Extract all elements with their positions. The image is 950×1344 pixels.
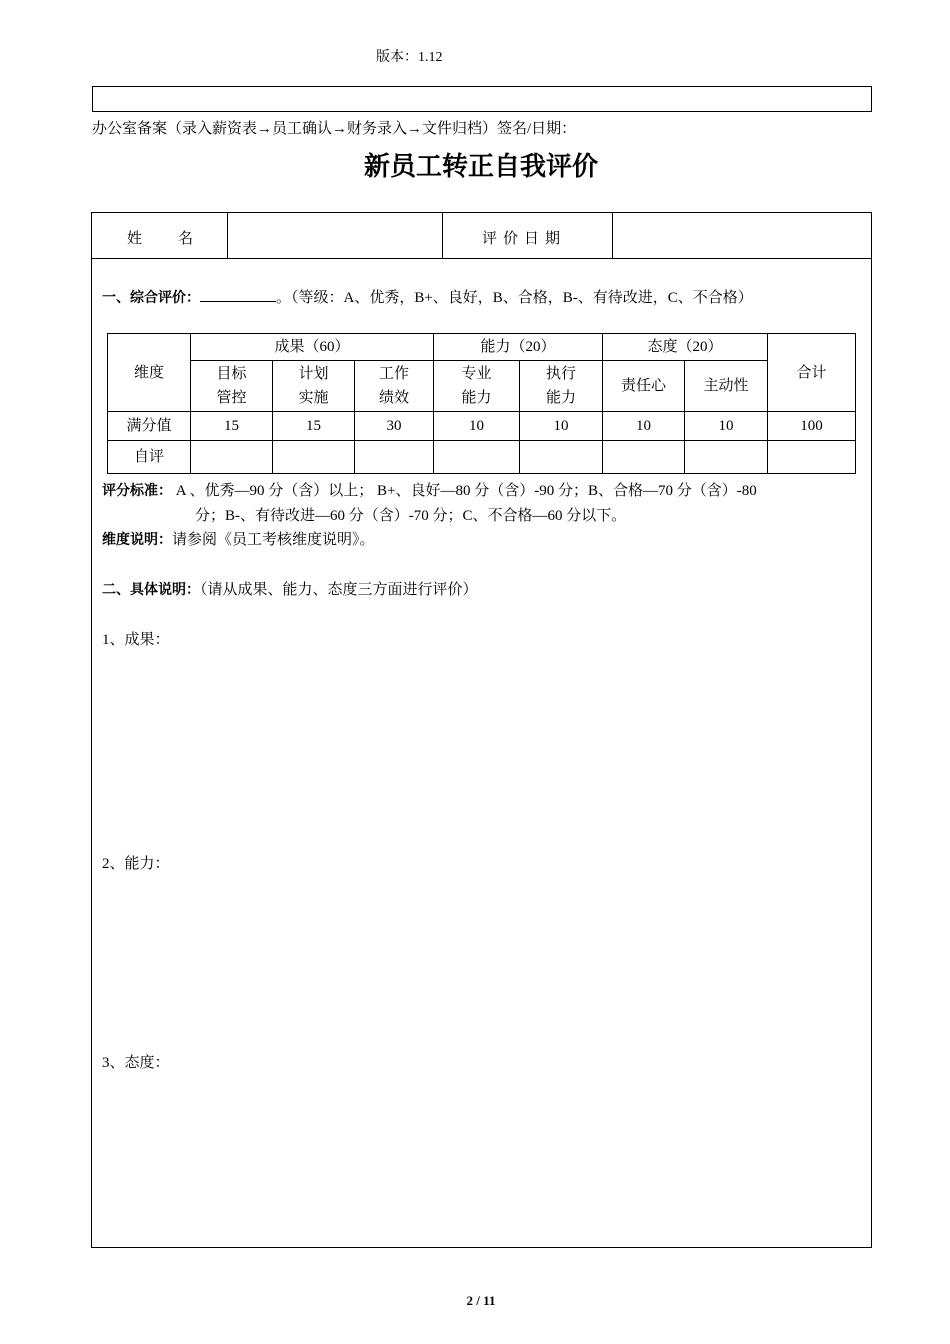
self-score-input[interactable] — [191, 441, 273, 474]
full-score-cell: 10 — [685, 412, 768, 441]
results-text-area[interactable] — [100, 652, 860, 842]
sub-header-execution — [520, 361, 603, 412]
attitude-text-area[interactable] — [100, 1075, 860, 1240]
specific-description — [102, 578, 478, 599]
sub-header-text: 执行 — [545, 366, 576, 382]
criteria-label: 评分标准： — [102, 483, 172, 499]
dimension-header: 维度 — [108, 334, 191, 412]
page-title: 新员工转正自我评价 — [363, 152, 598, 182]
eval-date-label: 评价日期 — [482, 231, 567, 247]
full-score-cell: 30 — [355, 412, 434, 441]
version-label: 版本：1.12 — [376, 50, 443, 65]
self-score-label: 自评 — [108, 441, 191, 474]
sub-header-text: 绩效 — [378, 390, 409, 406]
office-record-box[interactable] — [92, 86, 872, 112]
section2-instruction: （请从成果、能力、态度三方面进行评价） — [200, 582, 478, 598]
sub-header-professional — [434, 361, 520, 412]
sub-header-text: 计划 — [298, 366, 329, 382]
grade-legend: 。（等级：A、优秀，B+、良好，B、合格，B-、有待改进，C、不合格） — [276, 290, 753, 306]
score-table — [107, 333, 856, 474]
ability-item-label: 2、能力： — [102, 856, 170, 872]
overall-grade-blank[interactable] — [200, 287, 276, 302]
sub-header-text: 工作 — [378, 366, 409, 382]
attitude-item-label: 3、态度： — [102, 1055, 170, 1071]
overall-evaluation — [102, 286, 753, 307]
full-score-cell: 15 — [191, 412, 273, 441]
full-score-total: 100 — [768, 412, 856, 441]
dimension-note — [102, 528, 375, 549]
criteria-line: A 、优秀—90 分（含）以上； B+、良好—80 分（含）-90 分；B、合格—70 分（含）-80 — [175, 483, 757, 499]
sub-header-text: 目标 — [216, 366, 247, 382]
dimension-note-text: 请参阅《员工考核维度说明》。 — [172, 532, 375, 548]
ability-text-area[interactable] — [100, 876, 860, 1041]
office-record-note: 办公室备案（录入薪资表→员工确认→财务录入→文件归档）签名/日期： — [92, 121, 577, 137]
sub-header-performance — [355, 361, 434, 412]
full-score-cell: 10 — [434, 412, 520, 441]
self-score-input[interactable] — [434, 441, 520, 474]
group-header-ability: 能力（20） — [434, 334, 603, 361]
sub-header-text: 实施 — [298, 390, 329, 406]
total-header: 合计 — [768, 334, 856, 412]
full-score-cell: 10 — [603, 412, 685, 441]
name-label — [127, 227, 193, 248]
sub-header-text: 能力 — [545, 390, 576, 406]
sub-header-responsibility: 责任心 — [603, 361, 685, 412]
self-score-input[interactable] — [603, 441, 685, 474]
scoring-criteria — [102, 479, 862, 529]
name-field[interactable] — [228, 213, 441, 258]
full-score-cell: 10 — [520, 412, 603, 441]
self-score-input[interactable] — [520, 441, 603, 474]
group-header-attitude: 态度（20） — [603, 334, 768, 361]
dimension-note-label: 维度说明： — [102, 532, 172, 548]
info-divider — [442, 212, 443, 258]
self-score-total-input[interactable] — [768, 441, 856, 474]
name-label-part: 名 — [178, 231, 194, 247]
self-score-input[interactable] — [355, 441, 434, 474]
section2-heading: 二、具体说明： — [102, 582, 200, 598]
page-number: 2 / 11 — [466, 1293, 496, 1308]
sub-header-initiative: 主动性 — [685, 361, 768, 412]
full-score-label: 满分值 — [108, 412, 191, 441]
sub-header-text: 管控 — [216, 390, 247, 406]
sub-header-plan-exec — [273, 361, 355, 412]
sub-header-goal-control — [191, 361, 273, 412]
eval-date-field[interactable] — [613, 213, 869, 258]
section1-heading: 一、综合评价： — [102, 290, 200, 306]
group-header-results: 成果（60） — [191, 334, 434, 361]
name-label-part: 姓 — [127, 231, 143, 247]
sub-header-text: 专业 — [461, 366, 492, 382]
sub-header-text: 能力 — [461, 390, 492, 406]
criteria-line: 分；B-、有待改进—60 分（含）-70 分；C、不合格—60 分以下。 — [195, 508, 627, 524]
self-score-input[interactable] — [685, 441, 768, 474]
self-score-input[interactable] — [273, 441, 355, 474]
results-item-label: 1、成果： — [102, 632, 170, 648]
full-score-cell: 15 — [273, 412, 355, 441]
